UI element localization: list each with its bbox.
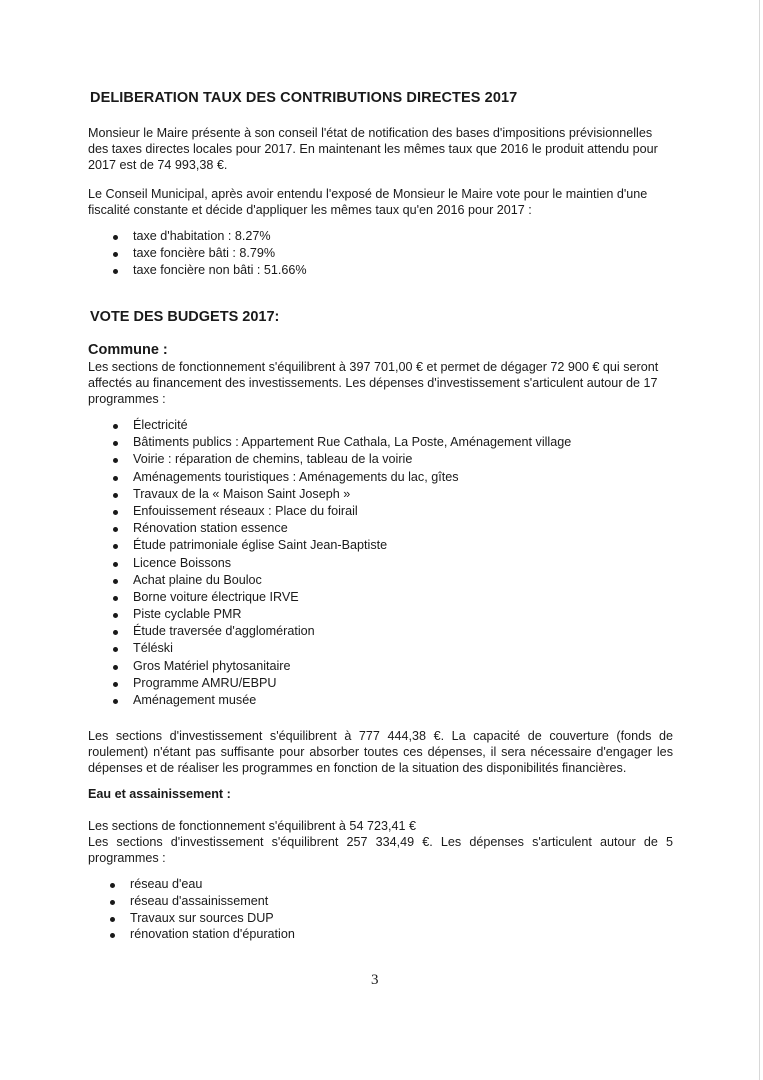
page-title: DELIBERATION TAUX DES CONTRIBUTIONS DIRECTES 2017 bbox=[90, 90, 518, 106]
bullet-icon bbox=[110, 917, 115, 922]
bullet-icon bbox=[113, 269, 118, 274]
bullet-icon bbox=[113, 699, 118, 704]
investment-paragraph: Les sections d'investissement s'équilibrent à 777 444,38 €. La capacité de couverture (fonds de roulement) n'étant pas suffisante pour absorber toutes ces dépenses, il sera nécessaire d'engager les dépenses et de réaliser les programmes en fonction de la situation des disponibilités financières. bbox=[88, 729, 673, 775]
bullet-icon bbox=[113, 579, 118, 584]
bullet-icon bbox=[113, 613, 118, 618]
bullet-icon bbox=[113, 544, 118, 549]
bullet-icon bbox=[113, 441, 118, 446]
bullet-icon bbox=[113, 424, 118, 429]
bullet-icon bbox=[113, 476, 118, 481]
bullet-icon bbox=[113, 682, 118, 687]
bullet-icon bbox=[110, 933, 115, 938]
bullet-icon bbox=[110, 900, 115, 905]
bullet-icon bbox=[113, 562, 118, 567]
water-investment-paragraph: Les sections d'investissement s'équilibrent 257 334,49 €. Les dépenses s'articulent autour de 5 programmes : bbox=[88, 835, 673, 865]
bullet-icon bbox=[113, 252, 118, 257]
bullet-icon bbox=[113, 630, 118, 635]
bullet-icon bbox=[113, 510, 118, 515]
commune-paragraph: Les sections de fonctionnement s'équilibrent à 397 701,00 € et permet de dégager 72 900 € qui seront affectés au financement des investissements. Les dépenses d'investissement s'articulent autour de 17 programmes : bbox=[88, 360, 659, 406]
bullet-icon bbox=[113, 458, 118, 463]
bullet-icon bbox=[113, 493, 118, 498]
bullet-icon bbox=[110, 883, 115, 888]
council-paragraph: Le Conseil Municipal, après avoir entendu l'exposé de Monsieur le Maire vote pour le maintien d'une fiscalité constante et décide d'appliquer les mêmes taux qu'en 2016 pour 2017 : bbox=[88, 187, 648, 217]
document-page: DELIBERATION TAUX DES CONTRIBUTIONS DIRECTES 2017 Monsieur le Maire présente à son conseil l'état de notification des bases d'impositions prévisionnelles des taxes directes locales pour 2017. En maintenant les mêmes taux que 2016 le produit attendu pour 2017 est de 74 993,38 €. Le Conseil Municipal, après avoir entendu l'exposé de Monsieur le Maire vote pour le maintien d'une fiscalité constante et décide d'appliquer les mêmes taux qu'en 2016 pour 2017 : taxe d'habitation : 8.27% taxe foncière bâti : 8.79% taxe foncière non bâti : 51.66% VOTE DES BUDGETS 2017: Commune : Les sections de fonctionnement s'équilibrent à 397 701,00 € et permet de dégager 72 900 € qui seront affectés au financement des investissements. Les dépenses d'investissement s'articulent autour de 17 programmes : Électricité Bâtiments publics : Appartement Rue Cathala, La Poste, Aménagement village Voirie : réparation de chemins, tableau de la voirie Aménagements touristiques : Aménagements du lac, gîtes Travaux de la « Maison Saint Joseph » Enfouissement réseaux : Place du foirail Rénovation station essence Étude patrimoniale église Saint Jean-Baptiste Licence Boissons Achat plaine du Bouloc Borne voiture électrique IRVE Piste cyclable PMR Étude traversée d'agglomération Téléski Gros Matériel phytosanitaire Programme AMRU/EBPU Aménagement musée Les sections d'investissement s'équilibrent à 777 444,38 €. La capacité de couverture (fonds de roulement) n'étant pas suffisante pour absorber toutes ces dépenses, il sera nécessaire d'engager les dépenses et de réaliser les programmes en fonction de la situation des disponibilités financières. Eau et assainissement : Les sections de fonctionnement s'équilibrent à 54 723,41 € Les sections d'investissement s'équilibrent 257 334,49 €. Les dépenses s'articulent autour de 5 programmes : réseau d'eau réseau d'assainissement Travaux sur sources DUP rénovation station d'épuration 3 bbox=[0, 0, 763, 1080]
bullet-icon bbox=[113, 596, 118, 601]
budget-section-title: VOTE DES BUDGETS 2017: bbox=[90, 309, 280, 325]
intro-paragraph: Monsieur le Maire présente à son conseil l'état de notification des bases d'impositions prévisionnelles des taxes directes locales pour 2017. En maintenant les mêmes taux que 2016 le produit attendu pour 2017 est de 74 993,38 €. bbox=[88, 126, 658, 172]
bullet-icon bbox=[113, 665, 118, 670]
water-heading: Eau et assainissement : bbox=[88, 787, 231, 801]
bullet-icon bbox=[113, 647, 118, 652]
scan-edge-line bbox=[759, 0, 760, 1080]
bullet-icon bbox=[113, 235, 118, 240]
page-number: 3 bbox=[371, 972, 379, 988]
bullet-icon bbox=[113, 527, 118, 532]
water-operating-line: Les sections de fonctionnement s'équilibrent à 54 723,41 € bbox=[88, 819, 416, 833]
commune-heading: Commune : bbox=[88, 342, 168, 358]
